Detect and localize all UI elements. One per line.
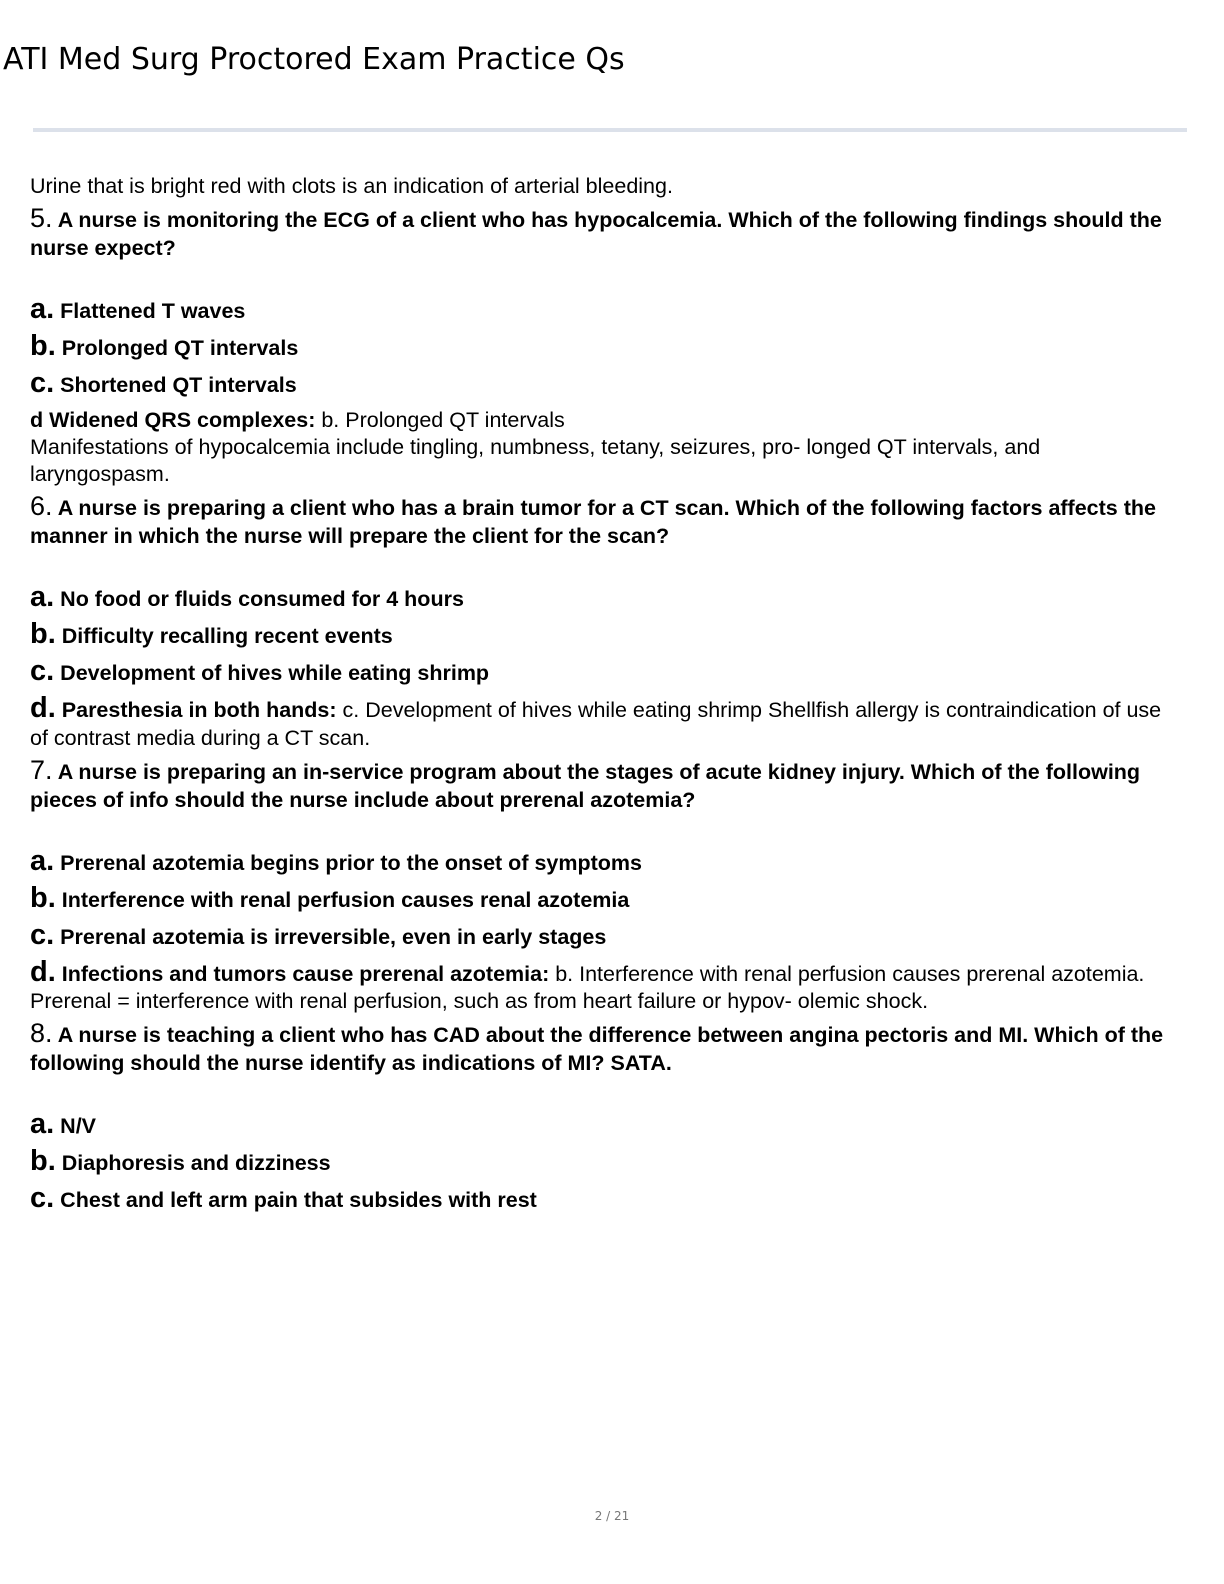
question-number: 8. (30, 1018, 53, 1048)
page-title: ATI Med Surg Proctored Exam Practice Qs (3, 42, 625, 77)
question-number: 5. (30, 203, 53, 233)
option-letter: d (30, 408, 44, 432)
option-letter: a. (30, 293, 55, 325)
option-text: Prolonged QT intervals (61, 336, 299, 360)
option-letter: b. (30, 882, 56, 914)
option (30, 295, 1170, 325)
option (30, 921, 1170, 951)
question-text: A nurse is preparing a client who has a brain tumor for a CT scan. Which of the following factors affects the manner in which the nurse will prepare the client for the scan? (30, 496, 1156, 548)
option-text: Prerenal azotemia begins prior to the onset of symptoms (60, 851, 642, 875)
rationale-text: Prerenal = interference with renal perfusion, such as from heart failure or hypov- olemic shock. (30, 989, 929, 1013)
option (30, 406, 1170, 434)
option-letter: c. (30, 1182, 55, 1214)
option-letter: c. (30, 367, 55, 399)
question-number: 7. (30, 755, 53, 785)
page-number: 2 / 21 (594, 1509, 630, 1523)
option (30, 657, 1170, 687)
question-text: A nurse is monitoring the ECG of a client who has hypocalcemia. Which of the following findings should the nurse expect? (30, 208, 1162, 260)
option (30, 583, 1170, 613)
option (30, 958, 1170, 988)
answer-text: c. Development of hives while eating shrimp Shellfish allergy is contraindication of use of contrast media during a CT scan. (30, 698, 1162, 750)
answer-text: b. Prolonged QT intervals (321, 408, 565, 432)
intro-text: Urine that is bright red with clots is an indication of arterial bleeding. (30, 174, 673, 198)
option-text: Difficulty recalling recent events (61, 624, 393, 648)
option-text: Chest and left arm pain that subsides with rest (60, 1188, 537, 1212)
question-8-stem (30, 1019, 1170, 1077)
question-8-options (30, 1110, 1170, 1214)
option-letter: d. (30, 692, 56, 724)
answer-text: b. Interference with renal perfusion causes prerenal azotemia. (555, 962, 1145, 986)
option-letter: b. (30, 330, 56, 362)
question-number: 6. (30, 491, 53, 521)
option-text: Interference with renal perfusion causes renal azotemia (61, 888, 630, 912)
option-text: Diaphoresis and dizziness (61, 1151, 331, 1175)
option-letter: c. (30, 919, 55, 951)
option-text: Shortened QT intervals (60, 373, 297, 397)
option-text: Paresthesia in both hands: (61, 698, 337, 722)
option-letter: c. (30, 655, 55, 687)
question-5-stem (30, 204, 1170, 262)
question-6-options (30, 583, 1170, 752)
option-text: No food or fluids consumed for 4 hours (60, 587, 464, 611)
question-7-options (30, 847, 1170, 1015)
document-body (30, 173, 1170, 1214)
option-text: N/V (60, 1114, 97, 1138)
option-letter: d. (30, 956, 56, 988)
option-text: Infections and tumors cause prerenal azotemia: (61, 962, 550, 986)
option (30, 884, 1170, 914)
question-7-stem (30, 756, 1170, 814)
option-text: Development of hives while eating shrimp (60, 661, 490, 685)
option-letter: b. (30, 1145, 56, 1177)
option-letter: a. (30, 581, 55, 613)
option (30, 847, 1170, 877)
option-text: Flattened T waves (60, 299, 246, 323)
title-divider (33, 128, 1187, 132)
option-letter: b. (30, 618, 56, 650)
question-text: A nurse is preparing an in-service program about the stages of acute kidney injury. Which of the following pieces of info should the nurse include about prerenal azotemia? (30, 760, 1141, 812)
option-text: Widened QRS complexes: (49, 408, 316, 432)
question-5-options (30, 295, 1170, 488)
question-6-stem (30, 492, 1170, 550)
option (30, 1184, 1170, 1214)
option (30, 620, 1170, 650)
rationale-text: Manifestations of hypocalcemia include tingling, numbness, tetany, seizures, pro- longed QT intervals, and laryngospasm. (30, 435, 1041, 486)
option (30, 369, 1170, 399)
option-text: Prerenal azotemia is irreversible, even in early stages (60, 925, 607, 949)
option (30, 1147, 1170, 1177)
option (30, 332, 1170, 362)
option-letter: a. (30, 1108, 55, 1140)
option-letter: a. (30, 845, 55, 877)
option (30, 694, 1170, 752)
question-text: A nurse is teaching a client who has CAD about the difference between angina pectoris and MI. Which of the following should the nurse identify as indications of MI? SATA. (30, 1023, 1164, 1075)
option (30, 1110, 1170, 1140)
